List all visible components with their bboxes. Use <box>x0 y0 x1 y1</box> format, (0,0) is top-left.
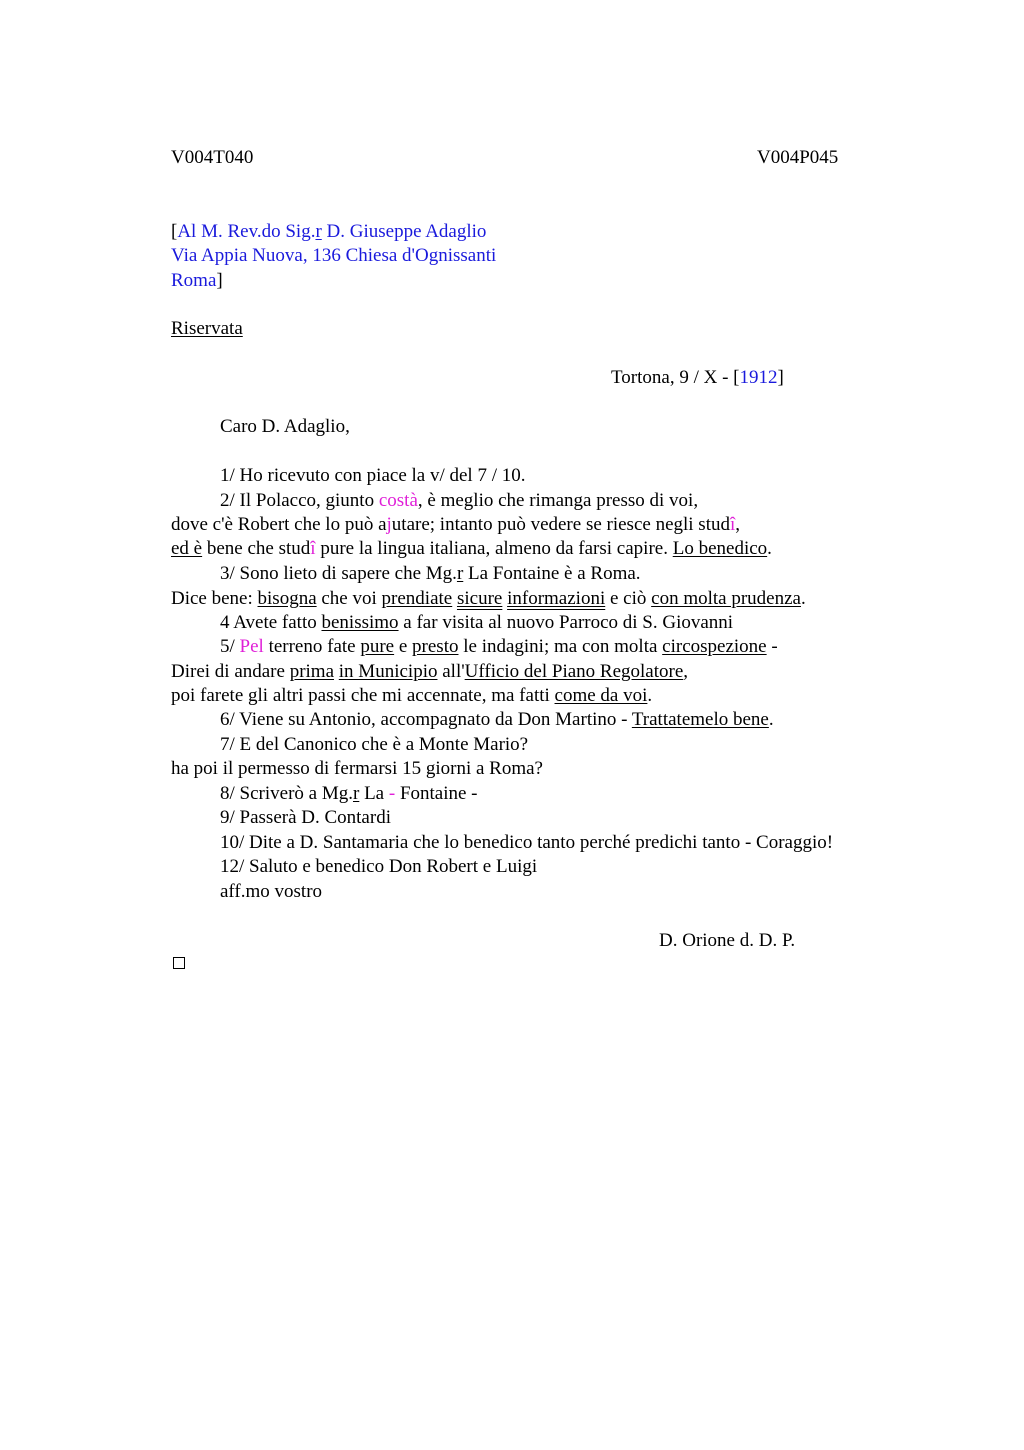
underlined-text: prendiate <box>381 588 453 609</box>
underlined-text: con molta prudenza <box>651 588 801 609</box>
text-segment: 5/ <box>220 636 240 657</box>
text-segment: La Fontaine è a Roma. <box>463 563 641 584</box>
end-of-document-square-icon <box>173 957 185 969</box>
underlined-text: in Municipio <box>338 661 438 682</box>
body-line-16: 10/ Dite a D. Santamaria che lo benedico tanto perché predichi tanto - Coraggio! <box>220 832 834 853</box>
document-code-right: V004P045 <box>757 147 839 168</box>
body-line-9 <box>171 661 688 683</box>
text-segment: e <box>394 636 413 657</box>
underlined-text: Trattatemelo bene <box>631 709 769 730</box>
address-close-bracket: ] <box>216 270 223 291</box>
text-segment: , <box>735 514 741 535</box>
text-segment: dove c'è Robert che lo può a <box>171 514 387 535</box>
reserved-label: Riservata <box>171 318 243 339</box>
text-segment: 8/ Scriverò a Mg. <box>220 783 353 804</box>
address-open-bracket: [ <box>171 221 178 242</box>
text-segment: 4 Avete fatto <box>220 612 322 633</box>
closing: aff.mo vostro <box>220 881 323 902</box>
text-segment: , <box>683 661 689 682</box>
dateline-place-date: Tortona, 9 / X - [ <box>611 367 740 388</box>
text-segment: utare; intanto può vedere se riesce negli stud <box>391 514 730 535</box>
underlined-text: benissimo <box>321 612 399 633</box>
underlined-text: circospezione <box>662 636 767 657</box>
double-underlined-text: informazioni <box>507 588 606 609</box>
underlined-text: r <box>352 783 360 804</box>
text-segment: . <box>800 588 806 609</box>
text-segment: bene che stud <box>202 538 311 559</box>
text-segment: , è meglio che rimanga presso di voi, <box>417 490 699 511</box>
underlined-text: bisogna <box>257 588 317 609</box>
correction-mark: j <box>386 514 392 535</box>
address-city: Roma <box>171 270 217 291</box>
body-line-8 <box>220 636 778 658</box>
address-line-2: Via Appia Nuova, 136 Chiesa d'Ognissanti <box>171 245 497 266</box>
document-code-left: V004T040 <box>171 147 254 168</box>
body-line-7 <box>220 612 733 634</box>
correction-mark: î <box>310 538 316 559</box>
text-segment: 2/ Il Polacco, giunto <box>220 490 379 511</box>
text-segment: le indagini; ma con molta <box>458 636 663 657</box>
text-segment: poi farete gli altri passi che mi accennate, ma fatti <box>171 685 555 706</box>
double-underlined-text: sicure <box>456 588 503 609</box>
body-line-12: 7/ E del Canonico che è a Monte Mario? <box>220 734 529 755</box>
text-segment: - <box>766 636 778 657</box>
correction-mark: - <box>388 783 396 804</box>
text-segment: 6/ Viene su Antonio, accompagnato da Don Martino - <box>220 709 632 730</box>
correction-mark: costà <box>378 490 418 511</box>
body-line-10 <box>171 685 652 707</box>
text-segment: che voi <box>316 588 382 609</box>
text-segment: . <box>767 538 772 559</box>
body-line-6 <box>171 588 806 610</box>
text-segment: Fontaine - <box>395 783 478 804</box>
body-line-1: 1/ Ho ricevuto con piace la v/ del 7 / 10. <box>220 465 526 486</box>
address-line-3 <box>171 270 223 292</box>
text-segment: terreno fate <box>263 636 361 657</box>
text-segment: . <box>768 709 774 730</box>
body-line-17: 12/ Saluto e benedico Don Robert e Luigi <box>220 856 538 877</box>
text-segment: e ciò <box>605 588 652 609</box>
text-segment: Dice bene: <box>171 588 258 609</box>
text-segment: . <box>647 685 653 706</box>
underlined-text: Lo benedico <box>672 538 768 559</box>
text-segment: all' <box>437 661 465 682</box>
address-line-1 <box>171 221 486 243</box>
text-segment: La <box>359 783 389 804</box>
salutation: Caro D. Adaglio, <box>220 416 350 437</box>
body-line-13: ha poi il permesso di fermarsi 15 giorni a Roma? <box>171 758 543 779</box>
text-segment: 3/ Sono lieto di sapere che Mg. <box>220 563 457 584</box>
body-line-11 <box>220 709 774 731</box>
dateline-close-bracket: ] <box>777 367 784 388</box>
underlined-text: Ufficio del Piano Regolatore <box>464 661 684 682</box>
text-segment: Direi di andare <box>171 661 290 682</box>
address-recipient-title: Al M. Rev.do Sig. <box>177 221 316 242</box>
text-segment: a far visita al nuovo Parroco di S. Giovanni <box>398 612 734 633</box>
dateline <box>611 367 784 389</box>
underlined-text: r <box>456 563 464 584</box>
correction-mark: î <box>729 514 736 535</box>
body-line-2 <box>220 490 698 512</box>
correction-mark: Pel <box>239 636 264 657</box>
body-line-4 <box>171 538 772 560</box>
body-line-15: 9/ Passerà D. Contardi <box>220 807 391 828</box>
address-recipient-abbrev: r <box>315 221 322 242</box>
signature: D. Orione d. D. P. <box>659 930 796 951</box>
dateline-year: 1912 <box>739 367 778 388</box>
underlined-text: ed è <box>171 538 203 559</box>
underlined-text: come da voi <box>554 685 648 706</box>
address-recipient-name: D. Giuseppe Adaglio <box>321 221 487 242</box>
body-line-3 <box>171 514 740 536</box>
underlined-text: presto <box>412 636 459 657</box>
body-line-5 <box>220 563 641 585</box>
body-line-14 <box>220 783 478 805</box>
text-segment: pure la lingua italiana, almeno da farsi capire. <box>315 538 673 559</box>
underlined-text: pure <box>360 636 395 657</box>
underlined-text: prima <box>289 661 335 682</box>
